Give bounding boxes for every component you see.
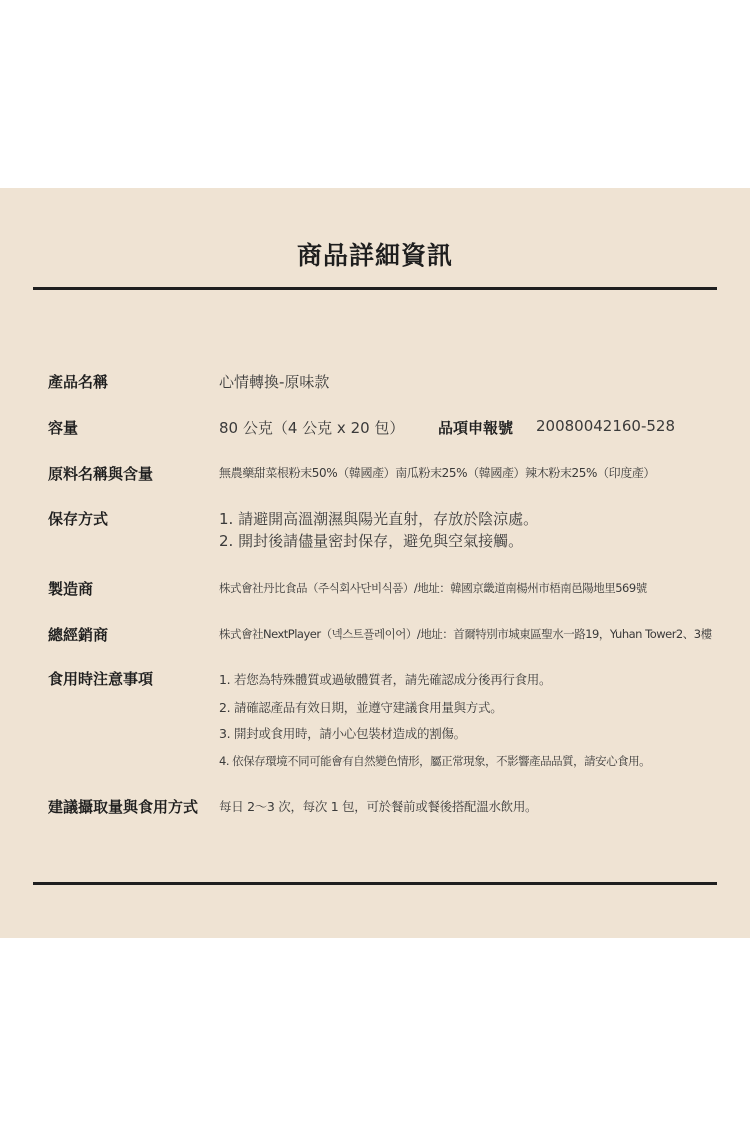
value-capacity: 80 公克（4 公克 x 20 包）	[219, 419, 405, 437]
label-ingredients: 原料名稱與含量	[48, 465, 154, 483]
storage-line-1: 1. 請避開高溫潮濕與陽光直射，存放於陰涼處。	[219, 510, 539, 528]
storage-line-2: 2. 開封後請儘量密封保存，避免與空氣接觸。	[219, 532, 524, 550]
label-capacity: 容量	[48, 419, 79, 437]
caution-line-1: 1. 若您為特殊體質或過敏體質者，請先確認成分後再行食用。	[219, 672, 552, 687]
caution-line-2: 2. 請確認產品有效日期，並遵守建議食用量與方式。	[219, 700, 503, 715]
bottom-divider	[33, 882, 717, 885]
caution-line-3: 3. 開封或食用時，請小心包裝材造成的割傷。	[219, 726, 466, 741]
value-product-name: 心情轉換-原味款	[219, 373, 330, 391]
value-manufacturer: 株式會社丹比食品（주식회사단비식품）/地址：韓國京畿道南楊州市梧南邑陽地里569號	[219, 581, 647, 595]
label-manufacturer: 製造商	[48, 580, 94, 598]
label-registration-no: 品項申報號	[438, 419, 514, 437]
page-title: 商品詳細資訊	[296, 241, 453, 270]
value-distributor: 株式會社NextPlayer（넥스트플레이어）/地址：首爾特別市城東區聖水一路19，Yuhan Tower2、3樓	[219, 627, 712, 641]
label-distributor: 總經銷商	[48, 626, 109, 644]
info-panel	[0, 188, 750, 938]
value-usage: 每日 2～3 次，每次 1 包，可於餐前或餐後搭配溫水飲用。	[219, 799, 538, 814]
label-storage: 保存方式	[48, 510, 109, 528]
value-registration-no: 20080042160-528	[536, 417, 676, 435]
caution-line-4: 4. 依保存環境不同可能會有自然變色情形，屬正常現象，不影響產品品質，請安心食用。	[219, 754, 651, 768]
top-divider	[33, 287, 717, 290]
label-usage: 建議攝取量與食用方式	[48, 798, 199, 816]
label-caution: 食用時注意事項	[48, 670, 154, 688]
value-ingredients: 無農藥甜菜根粉末50%（韓國產）南瓜粉末25%（韓國產）辣木粉末25%（印度產）	[219, 466, 656, 480]
label-product-name: 產品名稱	[48, 373, 109, 391]
